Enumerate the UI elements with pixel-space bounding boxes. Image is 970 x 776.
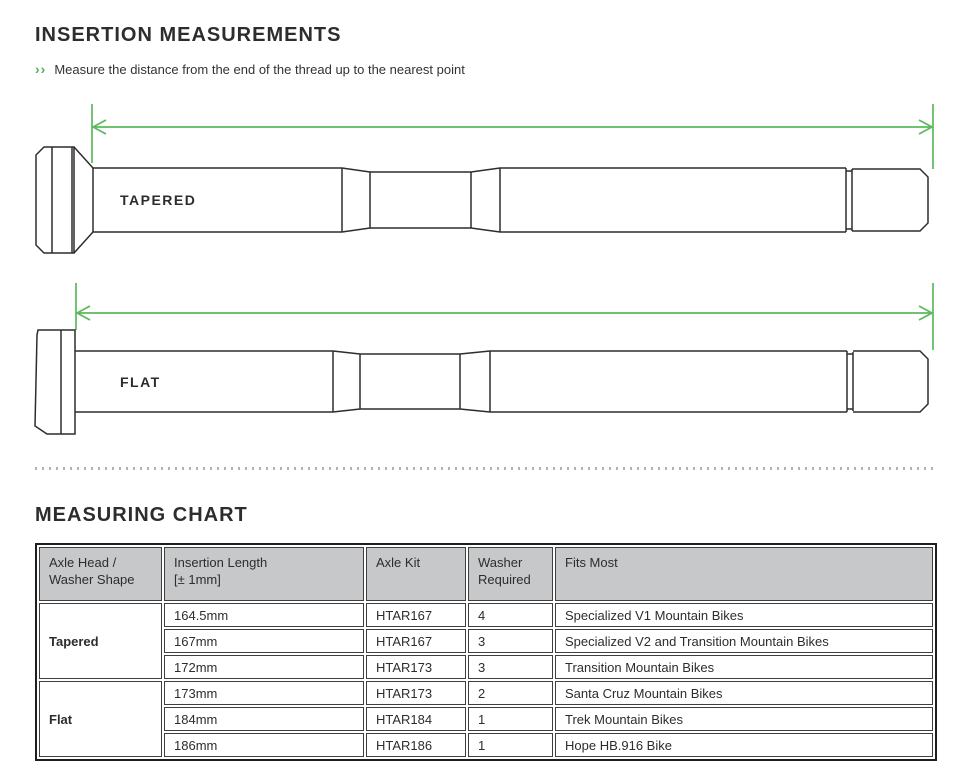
kit-cell: HTAR186 — [366, 733, 466, 757]
measuring-chart-table — [35, 543, 937, 761]
washers-cell: 2 — [468, 681, 553, 705]
kit-cell: HTAR173 — [366, 681, 466, 705]
length-cell: 184mm — [164, 707, 364, 731]
washers-cell: 1 — [468, 733, 553, 757]
col-header-text: Washer — [478, 555, 523, 570]
table-row — [39, 681, 933, 705]
length-cell: 173mm — [164, 681, 364, 705]
kit-cell: HTAR173 — [366, 655, 466, 679]
washers-cell: 3 — [468, 655, 553, 679]
flat-dimension-arrow — [76, 283, 933, 350]
col-header-fits-most: Fits Most — [555, 547, 933, 601]
length-cell: 172mm — [164, 655, 364, 679]
fits-cell: Santa Cruz Mountain Bikes — [555, 681, 933, 705]
col-header-insertion-length — [164, 547, 364, 601]
table-row — [39, 655, 933, 679]
chevron-marker-icon: ›› — [35, 61, 47, 77]
table-row — [39, 603, 933, 627]
washers-cell: 1 — [468, 707, 553, 731]
fits-cell: Specialized V2 and Transition Mountain Bikes — [555, 629, 933, 653]
length-cell: 186mm — [164, 733, 364, 757]
col-header-text: [± 1mm] — [174, 572, 221, 587]
group-cell-flat: Flat — [39, 681, 162, 757]
fits-cell: Trek Mountain Bikes — [555, 707, 933, 731]
table-row — [39, 707, 933, 731]
dotted-divider — [35, 467, 936, 470]
kit-cell: HTAR167 — [366, 629, 466, 653]
col-header-text: Insertion Length — [174, 555, 268, 570]
group-cell-tapered: Tapered — [39, 603, 162, 679]
length-cell: 164.5mm — [164, 603, 364, 627]
col-header-text: Washer Shape — [49, 572, 135, 587]
col-header-washer-required — [468, 547, 553, 601]
table-header-row — [39, 547, 933, 601]
col-header-text: Axle Head / — [49, 555, 117, 570]
instruction-text: Measure the distance from the end of the thread up to the nearest point — [54, 61, 465, 77]
fits-cell: Specialized V1 Mountain Bikes — [555, 603, 933, 627]
tapered-label: TAPERED — [120, 192, 197, 208]
washers-cell: 3 — [468, 629, 553, 653]
section-title-measuring-chart: MEASURING CHART — [35, 504, 248, 526]
washers-cell: 4 — [468, 603, 553, 627]
kit-cell: HTAR167 — [366, 603, 466, 627]
col-header-axle-head — [39, 547, 162, 601]
table-row — [39, 629, 933, 653]
fits-cell: Transition Mountain Bikes — [555, 655, 933, 679]
tapered-dimension-arrow — [92, 104, 933, 169]
page-title: INSERTION MEASUREMENTS — [35, 24, 342, 46]
flat-axle-drawing — [35, 330, 928, 434]
col-header-axle-kit: Axle Kit — [366, 547, 466, 601]
fits-cell: Hope HB.916 Bike — [555, 733, 933, 757]
col-header-text: Required — [478, 572, 531, 587]
kit-cell: HTAR184 — [366, 707, 466, 731]
length-cell: 167mm — [164, 629, 364, 653]
table-row — [39, 733, 933, 757]
flat-label: FLAT — [120, 374, 161, 390]
